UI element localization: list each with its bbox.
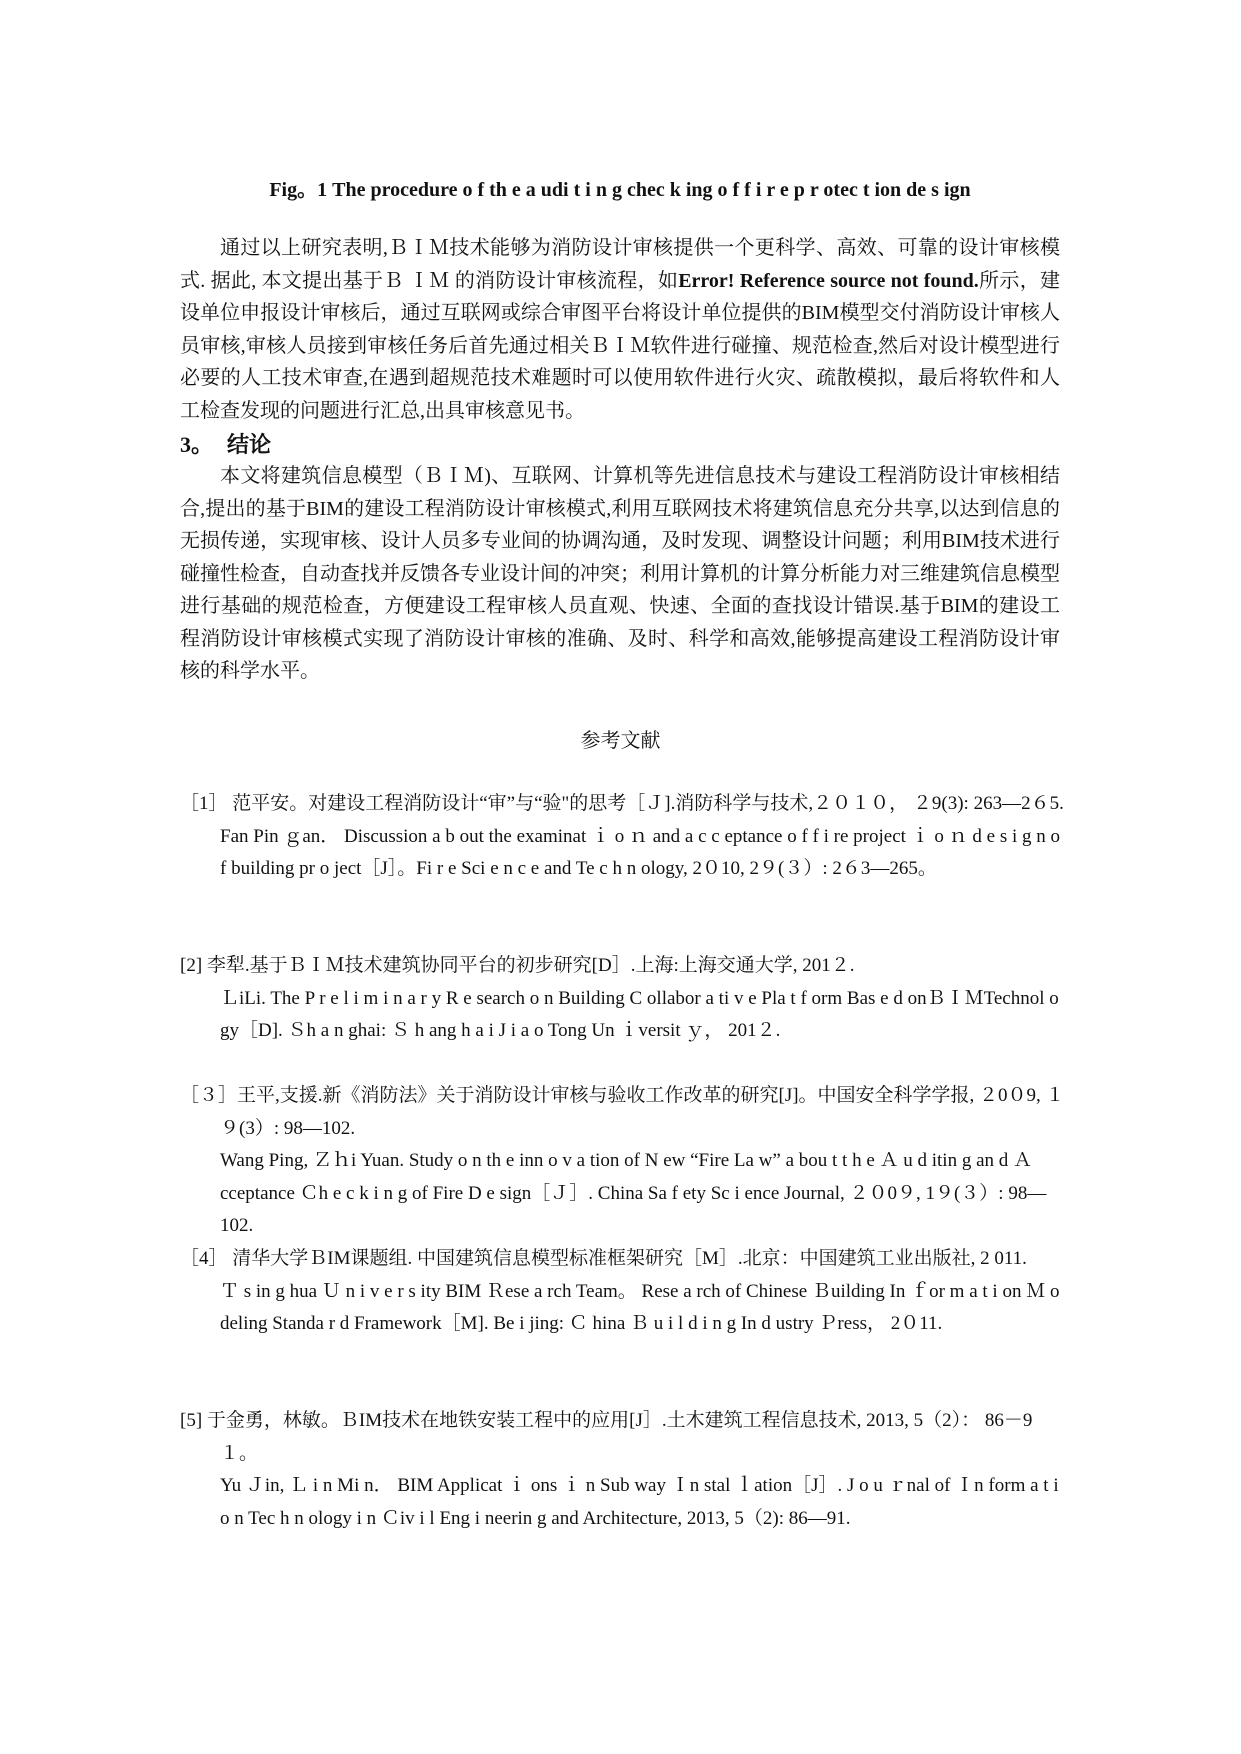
reference-english: Yu Ｊin, Ｌ i n Mi n． BIM Applicat ｉ ons ｉ n Sub way Ｉn stal ｌation［J］. J o u ｒnal of Ｉn form a t i o n Tec h n ology i n Ｃiv i l Eng i neerin g and Architecture, 2013, 5（2): 86—91. (220, 1475, 1059, 1529)
reference-english: Wang Ping, Ｚｈi Yuan. Study o n th e inn o v a tion of N ew “Fire La w” a bou t t h e Ａ u d itin g an d Ａcceptance Ｃh e c k i n g of Fire D e sign［Ｊ］. China Sa f ety Sc i ence Journal, ２０0９, 1９(３）: 98—102. (220, 1150, 1047, 1236)
section-heading-conclusion (180, 430, 271, 460)
error-reference-text: Error! Reference source not found. (678, 269, 979, 292)
paragraph-text-after: 所示，建设单位申报设计审核后，通过互联网或综合审图平台将设计单位提供的BIM模型交付消防设计审核人员审核,审核人员接到审核任务后首先通过相关ＢＩＭ软件进行碰撞、规范检查,然后对设计模型进行必要的人工技术审查,在遇到超规范技术难题时可以使用软件进行火灾、疏散模拟，最后将软件和人工检查发现的问题进行汇总,出具审核意见书。 (180, 269, 1061, 422)
reference-english: Ｔ s in g hua Ｕ n i v e r s ity BIM Ｒese a rch Team。 Rese a rch of Chinese Ｂuilding In ｆor m a t i on Ｍ o deling Standa r d Framework［M]. Be i jing: Ｃ hina Ｂ u i l d i n g In d ustry Ｐress， 2０11. (220, 1280, 1060, 1334)
references-title: 参考文献 (580, 730, 661, 752)
paragraph-bim-audit-process (180, 232, 1060, 427)
reference-english: Fan Pin ｇan． Discussion a b out the examinat ｉ o ｎ and a c c eptance o f f i re project ｉ o ｎ d e s i g n o f building pr o ject［J］。Fi r e Sci e n c e and Te c h n ology, 2０10, 2９(３）: 2６3—265。 (220, 825, 1061, 879)
section-number: 3。 (180, 432, 214, 457)
reference-chinese: [5] 于金勇，林敏。ＢIM技术在地铁安装工程中的应用[J］.土木建筑工程信息技术, 2013, 5（2）： 86－9１。 (180, 1410, 1033, 1464)
figure-caption: Fig。1 The procedure o f th e a udi t i n g chec k ing o f f i r e p r otec t ion de s ign (269, 179, 971, 201)
reference-item (180, 1243, 1070, 1341)
paragraph-conclusion: 本文将建筑信息模型（ＢＩＭ)、互联网、计算机等先进信息技术与建设工程消防设计审核相结合,提出的基于BIM的建设工程消防设计审核模式,利用互联网技术将建筑信息充分共享,以达到信息的无损传递，实现审核、设计人员多专业间的协调沟通，及时发现、调整设计问题；利用BIM技术进行碰撞性检查，自动查找并反馈各专业设计间的冲突；利用计算机的计算分析能力对三维建筑信息模型进行基础的规范检查，方便建设工程审核人员直观、快速、全面的查找设计错误.基于BIM的建设工程消防设计审核模式实现了消防设计审核的准确、及时、科学和高效,能够提高建设工程消防设计审核的科学水平。 (180, 465, 1060, 682)
reference-chinese: [2] 李犁.基于ＢＩＭ技术建筑协同平台的初步研究[D］.上海:上海交通大学, 201２. (180, 955, 855, 976)
reference-chinese: ［３］王平,支援.新《消防法》关于消防设计审核与验收工作改革的研究[J]。中国安全科学学报, ２0０9, １９(3）: 98—102. (180, 1085, 1065, 1139)
reference-item (180, 1405, 1070, 1535)
reference-chinese: ［4］ 清华大学ＢIM课题组. 中国建筑信息模型标准框架研究［M］.北京：中国建筑工业出版社, 2 011. (180, 1248, 1027, 1269)
section-title: 结论 (227, 432, 272, 457)
reference-item (180, 788, 1070, 886)
paragraph-text-before: 通过以上研究表明,ＢＩＭ技术能够为消防设计审核提供一个更科学、高效、可靠的设计审核模式. 据此, 本文提出基于Ｂ ＩＭ 的消防设计审核流程，如 (180, 237, 1060, 292)
reference-chinese: ［1］ 范平安。对建设工程消防设计“审”与“验"的思考［Ｊ].消防科学与技术,２０１０， ２9(3): 263—2６5. (180, 793, 1064, 814)
reference-item (180, 950, 1070, 1048)
reference-item (180, 1080, 1070, 1243)
reference-english: ＬiLi. The P r e l i m i n a r y R e search o n Building C ollabor a ti v e Pla t f orm Bas e d onＢＩＭTechnol o gy［D]. Ｓh a n ghai: Ｓ h ang h a i J i a o Tong Un ｉversit ｙ， 201２. (220, 987, 1059, 1041)
